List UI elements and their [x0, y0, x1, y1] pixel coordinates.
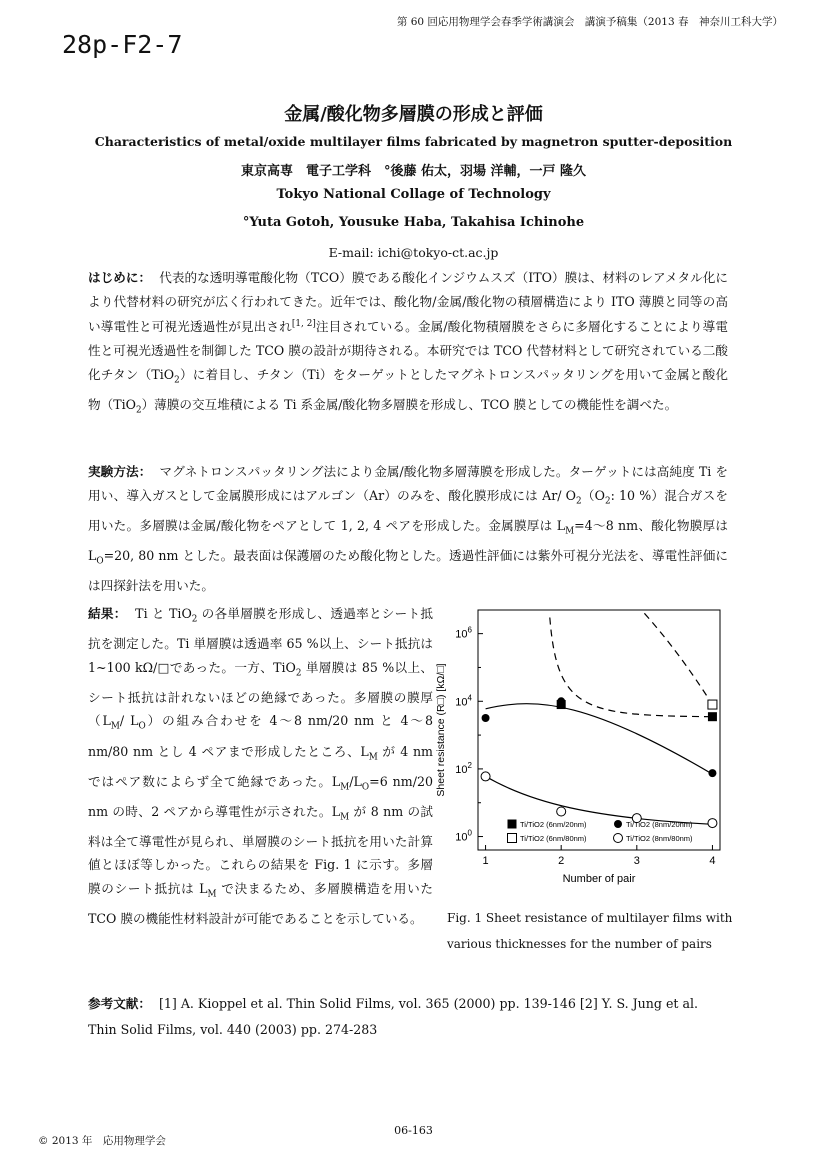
conference-header: 第 60 回応用物理学会春季学術講演会 講演予稿集（2013 春 神奈川工科大学）: [396, 16, 783, 28]
method-paragraph: 実験方法： マグネトロンスパッタリング法により金属/酸化物多層薄膜を形成した。ターゲットには高純度 Ti を用い、導入ガスとして金属膜形成にはアルゴン（Ar）のみを、酸化膜形成には Ar/ $O_2(O_2$: 10 %）混合ガスを用いた。多層膜は金属/酸化物をペアとして 1, 2, 4 ペアを形成した。金属膜厚は $L_M=4$〜8 nm、酸化物膜厚は $L_O=20$, 80 nm とした。最表面は保護層のため酸化物とした。透過性評価には紫外可視分光法を、導電性評価には四探針法を用いた。: [88, 464, 728, 593]
references: 参考文献： [1] A. Kioppel et al. Thin Solid Films, vol. 365 (2000) pp. 139-146 [2] Y. S. Jung et al. Thin Solid Films, vol. 440 (2003) pp. 274-283: [88, 996, 699, 1037]
y-tick-label: $10^0$: [455, 828, 472, 844]
references-heading: 参考文献：: [88, 996, 151, 1011]
data-point-series-2: [708, 769, 716, 777]
data-point-series-1: [708, 700, 717, 709]
x-tick-label: 2: [558, 855, 565, 867]
data-point-series-2: [557, 697, 565, 705]
title-en: Characteristics of metal/oxide multilayer films fabricated by magnetron sputter-deposition: [94, 134, 733, 149]
legend-label: Ti/TiO2 (8nm/20nm): [626, 820, 693, 829]
legend-marker: [614, 834, 623, 843]
method-heading: 実験方法：: [88, 464, 152, 479]
y-tick-label: $10^6$: [455, 625, 472, 641]
data-point-series-2: [482, 714, 490, 722]
legend-label: Ti/TiO2 (6nm/20nm): [520, 820, 587, 829]
data-point-series-3: [481, 772, 490, 781]
figure-caption: Fig. 1 Sheet resistance of multilayer films with various thicknesses for the number of pairs: [447, 911, 733, 951]
legend-marker: [508, 820, 517, 829]
data-point-series-3: [708, 819, 717, 828]
presentation-code: 28p-F2-7: [62, 30, 183, 59]
y-tick-label: $10^4$: [455, 693, 472, 709]
legend-label: Ti/TiO2 (8nm/80nm): [626, 834, 693, 843]
trend-6nm-20nm: [550, 618, 713, 717]
legend-marker: [614, 820, 622, 828]
trend-8nm-80nm: [486, 776, 713, 824]
y-axis-label: Sheet resistance (R□) [kΩ/□]: [435, 663, 447, 797]
trend-8nm-20nm: [486, 704, 713, 774]
authors-en: °Yuta Gotoh, Yousuke Haba, Takahisa Ichinohe: [242, 215, 585, 230]
x-tick-label: 1: [482, 855, 489, 867]
y-tick-label: $10^2$: [455, 760, 472, 776]
intro-paragraph: はじめに： 代表的な透明導電酸化物（TCO）膜である酸化インジウムスズ（ITO）膜は、材料のレアメタル化により代替材料の研究が広く行われてきた。近年では、酸化物/金属/酸化物の積層構造により ITO 薄膜と同等の高い導電性と可視光透過性が見出され[1, 2]注目されている。金属/酸化物積層膜をさらに多層化することにより導電性と可視光透過性を制御した TCO 膜の設計が期待される。本研究では TCO 代替材料として研究されている二酸化チタン（TiO$_2$）に着目し、チタン（Ti）をターゲットとしたマグネトロンスパッタリングを用いて金属と酸化物（TiO$_2$）薄膜の交互堆積による Ti 系金属/酸化物多層膜を形成し、TCO 膜としての機能性を調べた。: [88, 270, 728, 416]
data-point-series-0: [708, 712, 717, 721]
plot-frame: [478, 610, 720, 850]
x-axis-label: Number of pair: [562, 873, 636, 885]
results-heading: 結果：: [88, 606, 127, 621]
email: E-mail: ichi@tokyo-ct.ac.jp: [328, 245, 499, 260]
legend-marker: [508, 834, 517, 843]
institution: Tokyo National Collage of Technology: [276, 187, 551, 202]
legend-label: Ti/TiO2 (6nm/80nm): [520, 834, 587, 843]
page-number: 06-163: [394, 1124, 433, 1137]
data-point-series-3: [557, 807, 566, 816]
intro-heading: はじめに：: [88, 270, 152, 285]
title-jp: 金属/酸化物多層膜の形成と評価: [284, 104, 543, 125]
results-paragraph: 結果： Ti と TiO$_2$ の各単層膜を形成し、透過率とシート抵抗を測定した。Ti 単層膜は透過率 65 %以上、シート抵抗は 1~100 kΩ/□であった。一方、TiO$_2$ 単層膜は 85 %以上、シート抵抗は計れないほどの絶縁であった。多層膜の膜厚（$L_M/$ $L_O$）の組み合わせを 4〜8 nm/20 nm と 4〜8 nm/80 nm とし 4 ペアまで形成したところ、$L_M$ が 4 nm ではペア数によらず全て絶縁であった。$L_M/L_O=6$ nm/20 nm の時、2 ペアから導電性が示された。$L_M$ が 8 nm の試料は全て導電性が見られ、単層膜のシート抵抗を用いた計算値とほぼ等しかった。これらの結果を Fig. 1 に示す。多層膜のシート抵抗は $L_M$ で決まるため、多層膜構造を用いた TCO 膜の機能性材料設計が可能であることを示している。: [88, 606, 434, 927]
x-tick-label: 3: [633, 855, 640, 867]
authors-jp: 東京高専 電子工学科 °後藤 佑太，羽場 洋輔，一戸 隆久: [240, 164, 587, 179]
copyright: © 2013 年 応用物理学会: [38, 1135, 166, 1147]
trend-6nm-80nm: [644, 613, 712, 704]
x-tick-label: 4: [709, 855, 716, 867]
sheet-resistance-chart: [420, 605, 740, 890]
